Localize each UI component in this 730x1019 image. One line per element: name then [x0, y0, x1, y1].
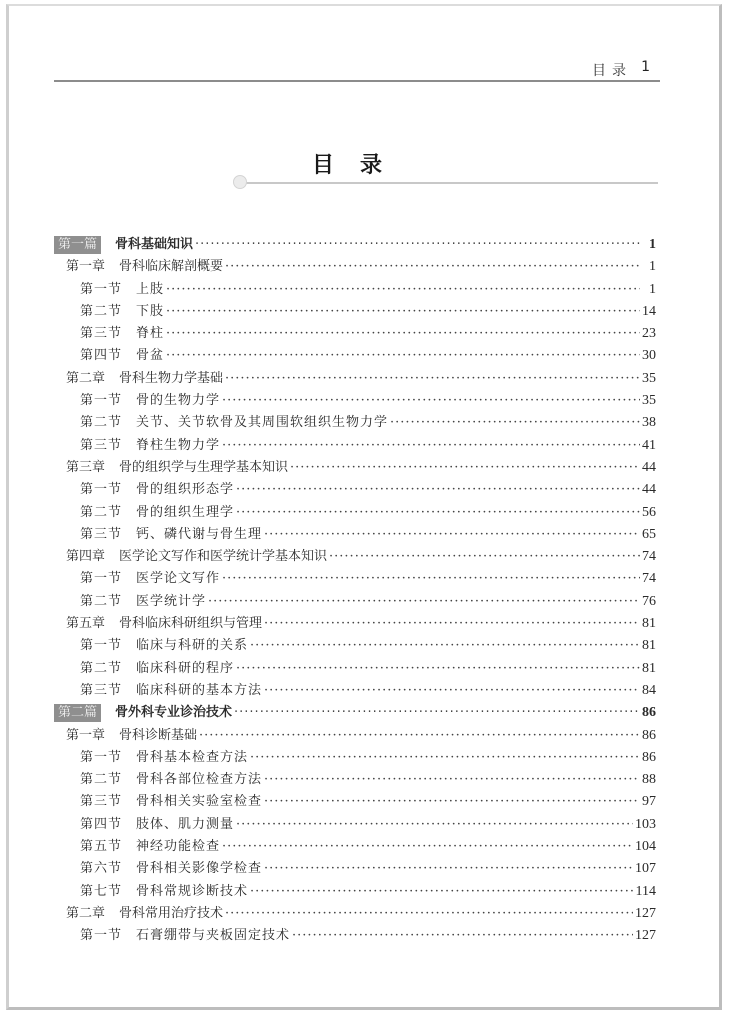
toc-entry-section[interactable]	[54, 635, 656, 657]
running-head-page-number: 1	[641, 59, 650, 75]
toc-entry-section[interactable]	[54, 769, 656, 791]
toc-entry-part[interactable]	[54, 702, 656, 724]
entry-page-number: 74	[642, 549, 656, 565]
entry-number: 第二节	[80, 303, 123, 319]
dot-leader	[264, 613, 640, 635]
dot-leader	[222, 390, 640, 412]
part-badge: 第一篇	[54, 236, 101, 254]
toc-entry-section[interactable]	[54, 658, 656, 680]
entry-number: 第一节	[80, 749, 123, 765]
toc-entry-chapter[interactable]	[54, 457, 656, 479]
entry-number: 第三节	[80, 794, 123, 810]
entry-number: 第一节	[80, 928, 123, 944]
toc-entry-section[interactable]	[54, 479, 656, 501]
entry-page-number: 30	[642, 348, 656, 364]
entry-number: 第三节	[80, 526, 123, 542]
entry-title: 骨科临床解剖概要	[119, 259, 224, 275]
entry-page-number: 103	[635, 816, 656, 832]
entry-title: 临床与科研的关系	[136, 638, 249, 654]
dot-leader	[166, 323, 640, 345]
entry-number: 第四节	[80, 816, 123, 832]
toc-entry-part[interactable]	[54, 234, 656, 256]
entry-number: 第一章	[66, 727, 106, 743]
entry-page-number: 44	[642, 459, 656, 475]
entry-number: 第五节	[80, 839, 123, 855]
toc-entry-section[interactable]	[54, 323, 656, 345]
toc-entry-section[interactable]	[54, 680, 656, 702]
entry-number: 第一节	[80, 281, 123, 297]
dot-leader	[236, 502, 640, 524]
entry-number: 第一节	[80, 638, 123, 654]
entry-page-number: 81	[642, 660, 656, 676]
entry-page-number: 1	[649, 237, 656, 252]
running-head	[54, 58, 660, 82]
entry-page-number: 1	[649, 281, 656, 297]
toc-entry-chapter[interactable]	[54, 903, 656, 925]
toc-entry-section[interactable]	[54, 345, 656, 367]
entry-number: 第二节	[80, 593, 123, 609]
dot-leader	[199, 725, 640, 747]
entry-page-number: 74	[642, 571, 656, 587]
toc-entry-chapter[interactable]	[54, 546, 656, 568]
entry-number: 第六节	[80, 861, 123, 877]
entry-number: 第二节	[80, 660, 123, 676]
entry-title: 医学论文写作和医学统计学基本知识	[119, 549, 328, 565]
toc-entry-section[interactable]	[54, 836, 656, 858]
entry-title: 骨的组织学与生理学基本知识	[119, 459, 289, 475]
toc-entry-chapter[interactable]	[54, 368, 656, 390]
entry-page-number: 114	[635, 883, 656, 899]
entry-title: 骨科常用治疗技术	[119, 905, 224, 921]
entry-title: 骨的组织形态学	[136, 482, 235, 498]
dot-leader	[290, 457, 640, 479]
entry-number: 第七节	[80, 883, 123, 899]
dot-leader	[236, 479, 640, 501]
part-badge: 第二篇	[54, 704, 101, 722]
running-head-title: 目录	[592, 63, 632, 79]
title-rule-dot	[233, 175, 247, 189]
toc-entry-section[interactable]	[54, 435, 656, 457]
entry-title: 骨科相关影像学检查	[136, 861, 263, 877]
toc-entry-section[interactable]	[54, 301, 656, 323]
entry-number: 第三节	[80, 682, 123, 698]
toc-entry-section[interactable]	[54, 502, 656, 524]
entry-number: 第三节	[80, 437, 123, 453]
dot-leader	[222, 435, 640, 457]
dot-leader	[250, 747, 640, 769]
dot-leader	[222, 836, 633, 858]
entry-title: 钙、磷代谢与骨生理	[136, 526, 263, 542]
dot-leader	[166, 279, 640, 301]
toc-entry-section[interactable]	[54, 524, 656, 546]
entry-number: 第二章	[66, 905, 106, 921]
toc-entry-section[interactable]	[54, 747, 656, 769]
entry-page-number: 81	[642, 638, 656, 654]
title-rule	[240, 182, 658, 184]
dot-leader	[208, 591, 640, 613]
entry-number: 第五章	[66, 616, 106, 632]
dot-leader	[225, 256, 640, 278]
toc-entry-chapter[interactable]	[54, 613, 656, 635]
entry-title: 肢体、肌力测量	[136, 816, 235, 832]
entry-title: 上肢	[136, 281, 165, 297]
dot-leader	[264, 791, 640, 813]
dot-leader	[264, 858, 633, 880]
entry-number: 第二节	[80, 415, 123, 431]
entry-page-number: 35	[642, 393, 656, 409]
entry-title: 骨科各部位检查方法	[136, 772, 263, 788]
dot-leader	[222, 568, 640, 590]
dot-leader	[292, 925, 633, 947]
entry-page-number: 65	[642, 526, 656, 542]
entry-page-number: 127	[635, 928, 656, 944]
entry-title: 骨盆	[136, 348, 165, 364]
entry-number: 第二节	[80, 772, 123, 788]
entry-page-number: 81	[642, 616, 656, 632]
entry-title: 临床科研的程序	[136, 660, 235, 676]
entry-title: 骨科生物力学基础	[119, 370, 224, 386]
toc-entry-section[interactable]	[54, 568, 656, 590]
dot-leader	[264, 769, 640, 791]
dot-leader	[250, 635, 640, 657]
entry-title: 骨科诊断基础	[119, 727, 198, 743]
entry-title: 骨科临床科研组织与管理	[119, 616, 263, 632]
entry-page-number: 127	[635, 905, 656, 921]
entry-number: 第三章	[66, 459, 106, 475]
entry-title: 骨外科专业诊治技术	[115, 705, 233, 721]
entry-title: 脊柱	[136, 326, 165, 342]
toc-entry-section[interactable]	[54, 925, 656, 947]
entry-title: 临床科研的基本方法	[136, 682, 263, 698]
entry-number: 第一节	[80, 482, 123, 498]
dot-leader	[390, 412, 640, 434]
dot-leader	[236, 658, 640, 680]
entry-number: 第一节	[80, 571, 123, 587]
dot-leader	[250, 881, 633, 903]
dot-leader	[166, 345, 640, 367]
entry-title: 医学统计学	[136, 593, 207, 609]
entry-number: 第一节	[80, 393, 123, 409]
entry-page-number: 88	[642, 772, 656, 788]
entry-page-number: 104	[635, 839, 656, 855]
entry-number: 第二节	[80, 504, 123, 520]
entry-page-number: 107	[635, 861, 656, 877]
dot-leader	[225, 368, 640, 390]
dot-leader	[166, 301, 640, 323]
entry-page-number: 76	[642, 593, 656, 609]
toc-entry-section[interactable]	[54, 390, 656, 412]
toc-entry-section[interactable]	[54, 791, 656, 813]
entry-title: 骨科基本检查方法	[136, 749, 249, 765]
entry-page-number: 56	[642, 504, 656, 520]
dot-leader	[234, 702, 640, 724]
toc-entry-section[interactable]	[54, 412, 656, 434]
toc-entry-section[interactable]	[54, 814, 656, 836]
entry-page-number: 14	[642, 303, 656, 319]
entry-number: 第四章	[66, 549, 106, 565]
dot-leader	[225, 903, 633, 925]
entry-title: 石膏绷带与夹板固定技术	[136, 928, 291, 944]
entry-page-number: 41	[642, 437, 656, 453]
entry-title: 骨科常规诊断技术	[136, 883, 249, 899]
entry-title: 骨科基础知识	[115, 237, 194, 252]
entry-title: 骨的组织生理学	[136, 504, 235, 520]
entry-title: 关节、关节软骨及其周围软组织生物力学	[136, 415, 389, 431]
toc-entry-chapter[interactable]	[54, 256, 656, 278]
entry-page-number: 1	[649, 259, 656, 275]
toc-entry-section[interactable]	[54, 881, 656, 903]
dot-leader	[264, 524, 640, 546]
entry-page-number: 97	[642, 794, 656, 810]
entry-title: 医学论文写作	[136, 571, 221, 587]
entry-title: 神经功能检查	[136, 839, 221, 855]
entry-number: 第四节	[80, 348, 123, 364]
entry-page-number: 84	[642, 682, 656, 698]
entry-page-number: 44	[642, 482, 656, 498]
entry-page-number: 35	[642, 370, 656, 386]
entry-title: 脊柱生物力学	[136, 437, 221, 453]
dot-leader	[195, 234, 640, 256]
entry-title: 骨科相关实验室检查	[136, 794, 263, 810]
entry-page-number: 86	[642, 749, 656, 765]
dot-leader	[264, 680, 640, 702]
entry-title: 下肢	[136, 303, 165, 319]
entry-page-number: 38	[642, 415, 656, 431]
toc-entry-section[interactable]	[54, 858, 656, 880]
dot-leader	[329, 546, 640, 568]
entry-page-number: 86	[642, 705, 656, 721]
entry-page-number: 86	[642, 727, 656, 743]
entry-number: 第一章	[66, 259, 106, 275]
entry-number: 第二章	[66, 370, 106, 386]
dot-leader	[236, 814, 633, 836]
toc-entry-section[interactable]	[54, 279, 656, 301]
toc-entry-section[interactable]	[54, 591, 656, 613]
entry-title: 骨的生物力学	[136, 393, 221, 409]
toc-entry-chapter[interactable]	[54, 725, 656, 747]
page-title: 目录	[312, 152, 409, 178]
table-of-contents	[54, 234, 656, 948]
entry-number: 第三节	[80, 326, 123, 342]
entry-page-number: 23	[642, 326, 656, 342]
